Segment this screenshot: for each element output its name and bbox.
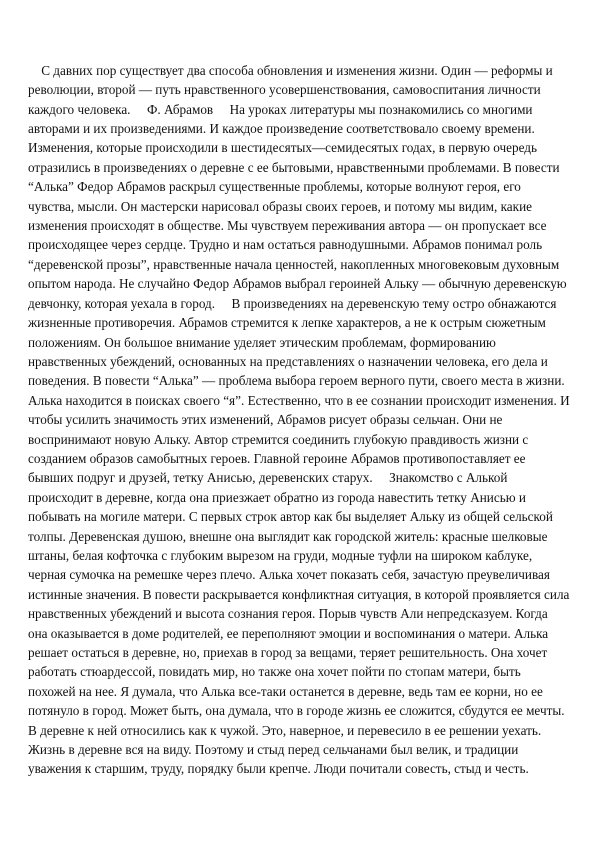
essay-body-text: С давних пор существует два способа обновления и изменения жизни. Один — реформы и революции, второй — путь нравственного усовершенствования, самовоспитания личности каждого человека. Ф. Абрамов На уроках литературы мы познакомились со многими авторами и их произведениями. И каждое произведение соответствовало своему времени. Изменения, которые происходили в шестидесятых—семидесятых годах, в первую очередь отразились в произведениях о деревне с ее бытовыми, нравственными проблемами. В повести “Алька” Федор Абрамов раскрыл существенные проблемы, которые волнуют героя, его чувства, мысли. Он мастерски нарисовал образы своих героев, и потому мы видим, какие изменения происходят в обществе. Мы чувствуем переживания автора — он пропускает все происходящее через сердце. Трудно и нам остаться равнодушными. Абрамов понимал роль “деревенской прозы”, нравственные начала ценностей, накопленных многовековым духовным опытом народа. Не случайно Федор Абрамов выбрал героиней Альку — обычную деревенскую девчонку, которая уехала в город. В произведениях на деревенскую тему остро обнажаются жизненные противоречия. Абрамов стремится к лепке характеров, а не к острым сюжетным положениям. Он большое внимание уделяет этическим проблемам, формированию нравственных убеждений, основанных на представлениях о назначении человека, его дела и поведения. В повести “Алька” — проблема выбора героем верного пути, своего места в жизни. Алька находится в поисках своего “я”. Естественно, что в ее сознании происходит изменения. И чтобы усилить значимость этих изменений, Абрамов рисует образы сельчан. Они не воспринимают новую Альку. Автор стремится соединить глубокую правдивость жизни с созданием образов самобытных героев. Главной героине Абрамов противопоставляет ее бывших подруг и друзей, тетку Анисью, деревенских старух. Знакомство с Алькой происходит в деревне, когда она приезжает обратно из города навестить тетку Анисью и побывать на могиле матери. С первых строк автор как бы выделяет Альку из общей сельской толпы. Деревенская душою, внешне она выглядит как городской житель: красные шелковые штаны, белая кофточка с глубоким вырезом на груди, модные туфли на широком каблуке, черная сумочка на ремешке через плечо. Алька хочет показать себя, зачастую преувеличивая истинные значения. В повести раскрывается конфликтная ситуация, в которой проявляется сила нравственных убеждений и высота сознания героя. Порыв чувств Али непредсказуем. Когда она оказывается в доме родителей, ее переполняют эмоции и воспоминания о матери. Алька решает остаться в деревне, но, приехав в город за вещами, теряет решительность. Она хочет работать стюардессой, повидать мир, но также она хочет пойти по стопам матери, быть похожей на нее. Я думала, что Алька все-таки останется в деревне, ведь там ее корни, но ее потянуло в город. Может быть, она думала, что в городе жизнь ее сложится, сбудутся ее мечты. В деревне к ней относились как к чужой. Это, наверное, и перевесило в ее решении уехать. Жизнь в деревне вся на виду. Поэтому и стыд перед сельчанами был велик, и традиции уважения к старшим, труду, порядку были крепче. Люди почитали совесть, стыд и честь.: [28, 62, 573, 777]
document-page: [28, 22, 573, 798]
